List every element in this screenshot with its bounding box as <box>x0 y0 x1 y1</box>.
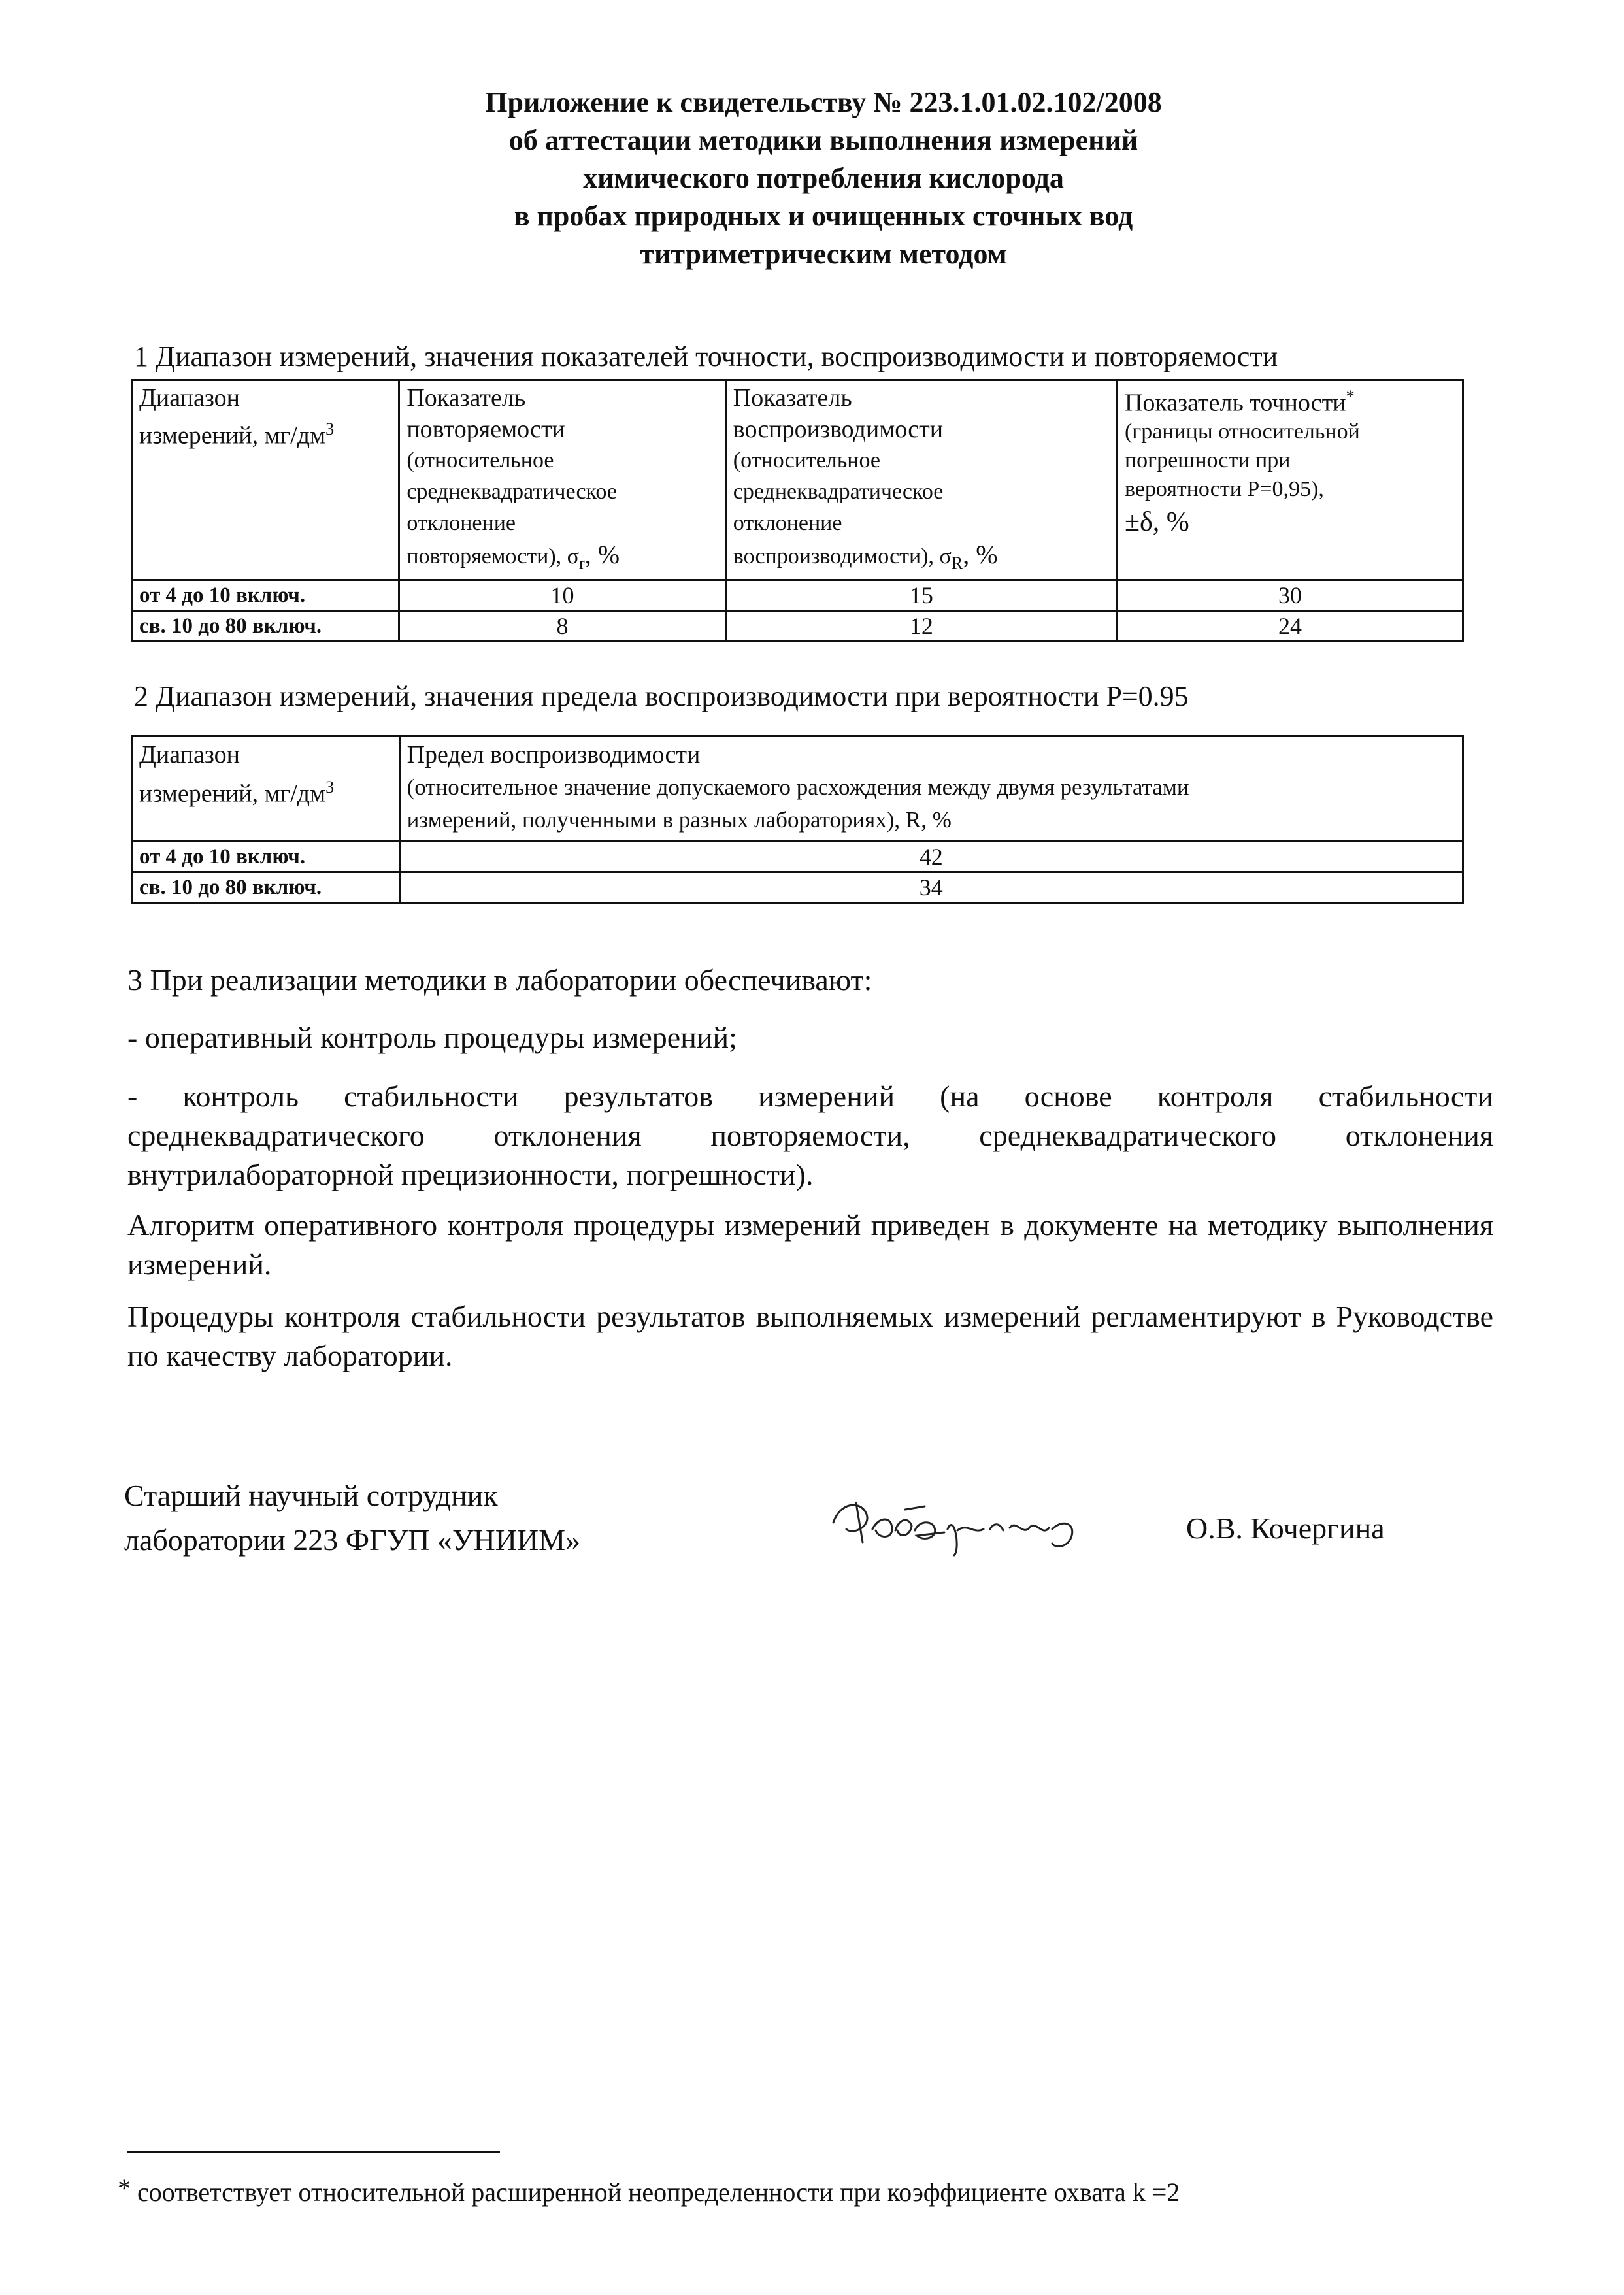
document-title <box>366 84 1281 273</box>
header-text: Предел воспроизводимости <box>406 741 701 768</box>
header-text: Показатель точности* <box>1124 387 1355 417</box>
section3-paragraph1: Алгоритм оперативного контроля процедуры измерений приведен в документе на методику выполнения измерений. <box>127 1208 1493 1281</box>
title-line: в пробах природных и очищенных сточных вод <box>514 200 1133 232</box>
section3-item1: - оперативный контроль процедуры измерений; <box>127 1021 737 1054</box>
header-text: измерений, $мг/дм^3$ <box>139 420 335 450</box>
cell-limit: 42 <box>399 842 1463 872</box>
header-text: Показатель <box>406 384 526 412</box>
header-text: Диапазон <box>139 384 240 412</box>
header-reproducibility <box>725 380 1117 580</box>
signer-position-line: лаборатории 223 ФГУП «УНИИМ» <box>124 1523 581 1557</box>
cell-repeatability: 10 <box>399 580 725 610</box>
cell-accuracy: 24 <box>1117 610 1463 641</box>
cell-reproducibility: 15 <box>725 580 1117 610</box>
header-text: (границы относительной <box>1124 419 1360 444</box>
header-text: измерений, полученными в разных лабораториях), R, % <box>406 807 952 833</box>
cell-range: от 4 до 10 включ. <box>132 580 399 610</box>
header-text: отклонение <box>406 511 516 535</box>
signer-position-line: Старший научный сотрудник <box>124 1479 498 1512</box>
table-row <box>132 580 1463 610</box>
header-text: среднеквадратическое <box>733 480 944 504</box>
cell-limit: 34 <box>399 872 1463 903</box>
cell-reproducibility: 12 <box>725 610 1117 641</box>
header-text: повторяемости), $\sigma_r$, % <box>406 540 620 572</box>
reproducibility-limit-table <box>131 735 1464 904</box>
title-line: Приложение к свидетельству № 223.1.01.02.102/2008 <box>485 86 1162 118</box>
handwritten-signature <box>827 1483 1127 1565</box>
header-text: воспроизводимости <box>733 416 944 443</box>
header-accuracy <box>1117 380 1463 580</box>
section3-heading: 3 При реализации методики в лаборатории обеспечивают: <box>127 963 872 997</box>
header-reproducibility-limit <box>399 736 1463 842</box>
header-text: среднеквадратическое <box>406 480 617 504</box>
footnote-divider <box>127 2151 500 2153</box>
header-text: повторяемости <box>406 416 565 443</box>
header-text: (относительное <box>733 448 880 472</box>
header-text: измерений, $мг/дм^3$ <box>139 778 335 808</box>
header-range <box>132 380 399 580</box>
table-header-row <box>132 380 1463 580</box>
header-text: Диапазон <box>139 741 240 768</box>
cell-range: св. 10 до 80 включ. <box>132 610 399 641</box>
header-text: (относительное <box>406 448 554 472</box>
header-text: отклонение <box>733 511 842 535</box>
title-line: об аттестации методики выполнения измерений <box>508 124 1138 156</box>
cell-accuracy: 30 <box>1117 580 1463 610</box>
header-text: ±δ, % <box>1124 506 1189 537</box>
footnote <box>118 2173 1180 2207</box>
header-text: погрешности при <box>1124 448 1291 472</box>
section3-paragraph2: Процедуры контроля стабильности результатов выполняемых измерений регламентируют в Руководстве по качеству лаборатории. <box>127 1300 1493 1372</box>
header-text: (относительное значение допускаемого расхождения между двумя результатами <box>406 774 1189 800</box>
table-row <box>132 610 1463 641</box>
header-text: вероятности P=0,95), <box>1124 476 1324 501</box>
title-line: химического потребления кислорода <box>583 162 1064 194</box>
footnote-text: соответствует относительной расширенной неопределенности при коэффициенте охвата k =2 <box>137 2177 1180 2207</box>
section1-heading: 1 Диапазон измерений, значения показателей точности, воспроизводимости и повторяемости <box>134 340 1278 372</box>
table-header-row <box>132 736 1463 842</box>
signer-position <box>124 1474 580 1562</box>
footnote-mark: * <box>118 2173 131 2203</box>
signer-name: О.В. Кочергина <box>1186 1511 1385 1545</box>
cell-range: св. 10 до 80 включ. <box>132 872 400 903</box>
table-row <box>132 872 1463 903</box>
header-text: Показатель <box>733 384 852 412</box>
header-repeatability <box>399 380 725 580</box>
header-range <box>132 736 400 842</box>
header-text: воспроизводимости), $\sigma_R$, % <box>733 540 998 572</box>
cell-repeatability: 8 <box>399 610 725 641</box>
title-line: титриметрическим методом <box>640 238 1007 270</box>
cell-range: от 4 до 10 включ. <box>132 842 400 872</box>
table-row <box>132 842 1463 872</box>
section3-item2: - контроль стабильности результатов измерений (на основе контроля стабильности среднеквадратического отклонения повторяемости, среднеквадратического отклонения внутрилабораторной прецизионности, погрешности). <box>127 1080 1493 1191</box>
section2-heading: 2 Диапазон измерений, значения предела воспроизводимости при вероятности P=0.95 <box>134 680 1189 712</box>
accuracy-table <box>131 379 1464 642</box>
